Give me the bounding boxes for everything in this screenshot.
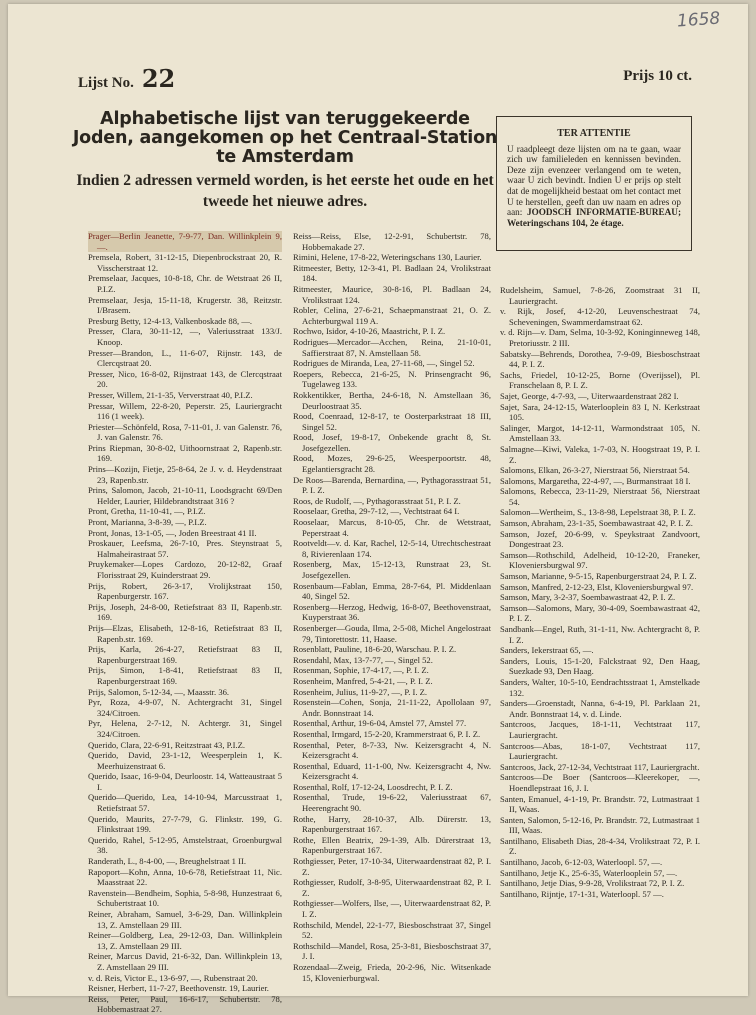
list-entry: Roepers, Rebecca, 21-6-25, N. Prinsengracht 96, Tugelaweg 133. bbox=[293, 368, 491, 390]
list-entry: Rosenthal, Rolf, 17-12-24, Loosdrecht, P. I. Z. bbox=[293, 781, 453, 792]
list-entry: Samson—Salomons, Mary, 30-4-09, Soembawastraat 42, P. I. Z. bbox=[500, 602, 700, 624]
list-entry: Premselaar, Jesja, 15-11-18, Krugerstr. 38, Reitzstr. I/Brasem. bbox=[88, 294, 282, 316]
list-entry: Prijs, Joseph, 24-8-00, Retiefstraat 83 II, Rapenb.str. 169. bbox=[88, 601, 282, 623]
list-entry: Pront, Gretha, 11-10-41, —, P.I.Z. bbox=[88, 506, 206, 517]
list-entry: Pyr, Roza, 4-9-07, N. Achtergracht 31, Singel 324/Citroen. bbox=[88, 697, 282, 718]
list-entry: Rood, Josef, 19-8-17, Onbekende gracht 8, St. Josefgezellen. bbox=[293, 432, 491, 453]
list-entry: Rosenblatt, Pauline, 18-6-20, Warschau. P. I. Z. bbox=[293, 644, 457, 655]
list-entry: Santilhano, Jetje Dias, 9-9-28, Vrolikstraat 72, P. I. Z. bbox=[500, 878, 685, 889]
list-entry: Rothgiesser, Peter, 17-10-34, Uiterwaardenstraat 82, P. I. Z. bbox=[293, 856, 491, 877]
list-entry: Santilhano, Elisabeth Dias, 28-4-34, Vrolikstraat 72, P. I. Z. bbox=[500, 835, 700, 857]
list-entry: Premsela, Robert, 31-12-15, Diepenbrockstraat 20, R. Visscherstraat 12. bbox=[88, 252, 282, 273]
list-entry: Salomon—Wertheim, S., 13-8-98, Lepelstraat 38, P. I. Z. bbox=[500, 507, 696, 518]
list-entry: Querido—Querido, Lea, 14-10-94, Marcusstraat 1, Retiefstraat 57. bbox=[88, 792, 282, 814]
list-entry: Querido, Isaac, 16-9-04, Deurloostr. 14, Watteaustraat 5 I. bbox=[88, 771, 282, 792]
list-entry: Santen, Emanuel, 4-1-19, Pr. Brandstr. 72, Lutmastraat 1 II, Waas. bbox=[500, 793, 700, 815]
list-entry: Rimini, Helene, 17-8-22, Weteringschans 130, Laurier. bbox=[293, 252, 482, 263]
list-number-label bbox=[78, 64, 175, 93]
list-entry: Reiner, Marcus David, 21-6-32, Dan. Willinkplein 13, Z. Amstellaan 29 III. bbox=[88, 951, 282, 972]
name-column-1 bbox=[88, 231, 282, 1015]
list-entry: Rozendaal—Zweig, Frieda, 20-2-96, Nic. Witsenkade 15, Klovenierburgwal. bbox=[293, 961, 491, 983]
list-entry: Presser—Brandon, L., 11-6-07, Rijnstr. 143, de Clercqstraat 20. bbox=[88, 347, 282, 369]
list-entry: Rochwo, Isidor, 4-10-26, Maastricht, P. I. Z. bbox=[293, 326, 446, 337]
list-entry: Rosenberg, Max, 15-12-13, Runstraat 23, St. Josefgezellen. bbox=[293, 559, 491, 580]
attention-organization: JOODSCH INFORMATIE-BUREAU; Weteringschans 104, 2e étage. bbox=[507, 207, 682, 228]
list-entry: Pront, Marianna, 3-8-39, —, P.I.Z. bbox=[88, 517, 207, 528]
list-entry: Rosenheim, Manfred, 5-4-21, —, P. I. Z. bbox=[293, 675, 433, 686]
list-entry: Ritmeester, Maurice, 30-8-16, Pl. Badlaan 24, Vrolikstraat 124. bbox=[293, 283, 491, 305]
list-entry: Santcroos, Jack, 27-12-34, Vechtstraat 117, Lauriergracht. bbox=[500, 761, 700, 772]
list-number: 22 bbox=[141, 64, 176, 93]
list-entry: Rosenthal, Arthur, 19-6-04, Amstel 77, Amstel 77. bbox=[293, 718, 467, 729]
list-entry: Presburg Betty, 12-4-13, Valkenboskade 88, —. bbox=[88, 315, 253, 326]
list-entry: Prijs, Robert, 26-3-17, Vrolijkstraat 150, Rapenburgerstr. 167. bbox=[88, 580, 282, 602]
list-entry: Randerath, L., 8-4-00, —, Breughelstraat 1 II. bbox=[88, 856, 246, 867]
list-entry: Rothe, Ellen Beatrix, 29-1-39, Alb. Dürerstraat 13, Rapenburgerstraat 167. bbox=[293, 834, 491, 856]
list-entry: Sajet, Sara, 24-12-15, Waterlooplein 83 I, N. Kerkstraat 105. bbox=[500, 401, 700, 423]
list-entry: Rosenman, Sophie, 17-4-17, —, P. I. Z. bbox=[293, 665, 429, 676]
list-entry: Priester—Schönfeld, Rosa, 7-11-01, J. van Galenstr. 76, J. van Galenstr. 76. bbox=[88, 421, 282, 443]
handwritten-number: 1658 bbox=[676, 8, 721, 32]
list-entry: Rooselaar, Marcus, 8-10-05, Chr. de Wetstraat, Peperstraat 4. bbox=[293, 517, 491, 538]
list-entry: Rootveldt—v. d. Kar, Rachel, 12-5-14, Utrechtschestraat 8, Rivierenlaan 174. bbox=[293, 538, 491, 559]
list-entry: Rodrigues—Mercador—Acchen, Reina, 21-10-01, Saffierstraat 87, N. Amstellaan 58. bbox=[293, 336, 491, 358]
list-entry: Prijs—Elzas, Elisabeth, 12-8-16, Retiefstraat 83 II, Rapenb.str. 169. bbox=[88, 622, 282, 644]
page-title: Alphabetische lijst van teruggekeerde Joden, aangekomen op het Centraal-Station te Amsterdam bbox=[72, 109, 498, 167]
list-entry: Rosenthal, Peter, 8-7-33, Nw. Keizersgracht 4, N. Keizersgracht 4. bbox=[293, 739, 491, 761]
list-entry: Salomons, Rebecca, 23-11-29, Nierstraat 56, Nierstraat 54. bbox=[500, 486, 700, 507]
list-entry: Pruykemaker—Lopes Cardozo, 20-12-82, Graaf Florisstraat 29, Kuinderstraat 29. bbox=[88, 559, 282, 580]
list-entry: Reisner, Herbert, 11-7-27, Beethovenstr. 19, Laurier. bbox=[88, 983, 269, 994]
list-entry: Proskauer, Leefsma, 26-7-10, Pres. Steynstraat 5, Halmaheirastraat 57. bbox=[88, 538, 282, 559]
list-entry: Salomons, Margaretha, 22-4-97, —, Burmanstraat 18 I. bbox=[500, 475, 691, 486]
list-entry: Ritmeester, Betty, 12-3-41, Pl. Badlaan 24, Vrolikstraat 184. bbox=[293, 262, 491, 284]
list-entry: Santcroos, Jacques, 18-1-11, Vechtstraat 117, Lauriergracht. bbox=[500, 719, 700, 740]
list-entry: Rooselaar, Gretha, 29-7-12, —, Vechtstraat 64 I. bbox=[293, 506, 460, 517]
price-label: Prijs 10 ct. bbox=[623, 68, 692, 84]
list-label: Lijst No. bbox=[78, 75, 134, 91]
attention-box bbox=[496, 116, 692, 251]
attention-text bbox=[507, 144, 681, 229]
list-entry: Rokkentikker, Bertha, 24-6-18, N. Amstellaan 36, Deurloostraat 35. bbox=[293, 389, 491, 411]
list-entry: Samson, Marianne, 9-5-15, Rapenburgerstraat 24, P. I. Z. bbox=[500, 571, 697, 582]
list-entry: Prijs, Karla, 26-4-27, Retiefstraat 83 II, Rapenburgerstraat 169. bbox=[88, 644, 282, 665]
list-entry: Prins—Kozijn, Fietje, 25-8-64, 2e J. v. d. Heydenstraat 23, Rapenb.str. bbox=[88, 464, 282, 485]
document-page bbox=[8, 4, 748, 1015]
list-entry: Rosenbaum—Fablan, Emma, 28-7-64, Pl. Middenlaan 40, Singel 52. bbox=[293, 580, 491, 602]
list-entry: Pront, Jonas, 13-1-05, —, Joden Breestraat 41 II. bbox=[88, 527, 257, 538]
list-entry: v. Rijk, Josef, 4-12-20, Leuvenschestraat 74, Scheveningen, Swammerdamstraat 62. bbox=[500, 306, 700, 327]
list-entry: Prins Riepman, 30-8-02, Uithoornstraat 2, Rapenb.str. 169. bbox=[88, 442, 282, 464]
list-entry: Reiss, Peter, Paul, 16-6-17, Schubertstr. 78, Hobbemastraat 27. bbox=[88, 993, 282, 1015]
list-entry: Samson, Mary, 3-2-37, Soembawastraat 42, P. I. Z. bbox=[500, 592, 676, 603]
list-entry: Rosenthal, Eduard, 11-1-00, Nw. Keizersgracht 4, Nw. Keizersgracht 4. bbox=[293, 760, 491, 782]
list-entry: Santilhano, Jetje K., 25-6-35, Waterlooplein 57, —. bbox=[500, 867, 678, 878]
list-entry: Rothschild, Mendel, 22-1-77, Biesboschstraat 37, Singel 52. bbox=[293, 919, 491, 941]
list-entry: Premselaar, Jacques, 10-8-18, Chr. de Wetstraat 26 II, P.I.Z. bbox=[88, 273, 282, 294]
list-entry: Querido, Maurits, 27-7-79, G. Flinkstr. 199, G. Flinkstraat 199. bbox=[88, 813, 282, 835]
list-entry: Rosenstein—Cohen, Sonja, 21-11-22, Apollolaan 97, Andr. Bonnstraat 14. bbox=[293, 697, 491, 718]
list-entry: Salomons, Elkan, 26-3-27, Nierstraat 56, Nierstraat 54. bbox=[500, 465, 690, 476]
list-entry: Rood, Coenraad, 12-8-17, te Oosterparkstraat 18 III, Singel 52. bbox=[293, 411, 491, 432]
list-entry: Samson—Rothschild, Adelheid, 10-12-20, Franeker, Kloveniersburgwal 97. bbox=[500, 549, 700, 571]
list-entry: Rosenthal, Irmgard, 15-2-20, Krammerstraat 6, P. I. Z. bbox=[293, 728, 481, 739]
page-subtitle: Indien 2 adressen vermeld worden, is het eerste het oude en het tweede het nieuwe adres. bbox=[76, 172, 494, 210]
list-entry: Presser, Nico, 16-8-02, Rijnstraat 143, de Clercqstraat 20. bbox=[88, 368, 282, 390]
list-entry: Prijs, Simon, 1-8-41, Retiefstraat 83 II, Rapenburgerstraat 169. bbox=[88, 665, 282, 686]
list-entry: Rosenthal, Trude, 19-6-22, Valeriusstraat 67, Heerengracht 90. bbox=[293, 792, 491, 814]
list-entry: Sanders—Groenstadt, Nanna, 6-4-19, Pl. Parklaan 21, Andr. Bonnstraat 14, v. d. Linde. bbox=[500, 698, 700, 719]
list-entry: Rothschild—Mandel, Rosa, 25-3-81, Biesboschstraat 37, J. I. bbox=[293, 940, 491, 962]
list-entry: Rothe, Harry, 28-10-37, Alb. Dürerstr. 13, Rapenburgerstraat 167. bbox=[293, 813, 491, 835]
list-entry: Sanders, Louis, 15-1-20, Falckstraat 92, Den Haag, Suezkade 93, Den Haag. bbox=[500, 655, 700, 677]
list-entry: Reiner—Goldberg, Lea, 29-12-03, Dan. Willinkplein 13, Z. Amstellaan 29 III. bbox=[88, 930, 282, 951]
list-entry: De Roos—Barenda, Bernardina, —, Pythagorasstraat 51, P. I. Z. bbox=[293, 474, 491, 496]
list-entry: Samson, Abraham, 23-1-35, Soembawastraat 42, P. I. Z. bbox=[500, 518, 693, 529]
list-entry: Santcroos—De Boer (Santcroos—Kleerekoper, —, Hoendlepstraat 16, J. I. bbox=[500, 772, 700, 793]
list-entry: Samson, Manfred, 2-12-23, Elst, Kloveniersburgwal 97. bbox=[500, 581, 694, 592]
list-entry: Samson, Jozef, 20-6-99, v. Speykstraat Zandvoort, Dongestraat 23. bbox=[500, 528, 700, 550]
list-entry: Ravenstein—Bendheim, Sophia, 5-8-98, Hunzestraat 6, Schubertstraat 10. bbox=[88, 887, 282, 909]
list-entry: Rosenberger—Gouda, Ilma, 2-5-08, Michel Angelostraat 79, Tintorettostr. 11, Haase. bbox=[293, 622, 491, 644]
name-column-3 bbox=[500, 285, 700, 899]
list-entry: Prins, Salomon, Jacob, 21-10-11, Loodsgracht 69/Den Helder, Laurier, Hildebrandtstraat 316 ? bbox=[88, 485, 282, 506]
list-entry: Querido, David, 23-1-12, Weesperplein 1, K. Meerhuizenstraat 6. bbox=[88, 750, 282, 771]
attention-heading: TER ATTENTIE bbox=[557, 128, 631, 139]
list-entry: Sajet, George, 4-7-93, —, Uiterwaardenstraat 282 I. bbox=[500, 390, 679, 401]
list-entry: Rudelsheim, Samuel, 7-8-26, Zoomstraat 31 II, Lauriergracht. bbox=[500, 285, 700, 306]
list-entry: Santen, Salomon, 5-12-16, Pr. Brandstr. 72, Lutmastraat 1 III, Waas. bbox=[500, 814, 700, 836]
list-entry: Prijs, Salomon, 5-12-34, —, Maasstr. 36. bbox=[88, 686, 230, 697]
list-entry: Sandbank—Engel, Ruth, 31-1-11, Nw. Achtergracht 8, P. I. Z. bbox=[500, 624, 700, 645]
list-entry: Santilhano, Jacob, 6-12-03, Waterloopl. 57, —. bbox=[500, 857, 663, 868]
list-entry: Presser, Clara, 30-11-12, —, Valeriusstraat 133/J. Knoop. bbox=[88, 326, 282, 347]
list-entry: Pyr, Helena, 2-7-12, N. Achtergr. 31, Singel 324/Citroen. bbox=[88, 718, 282, 739]
list-entry: Sanders, Iekerstraat 65, —. bbox=[500, 645, 594, 656]
list-entry: v. d. Rijn—v. Dam, Selma, 10-3-92, Koninginneweg 148, Pretoriusstr. 2 III. bbox=[500, 327, 700, 348]
list-entry: Sachs, Friedel, 10-12-25, Borne (Overijssel), Pl. Franschelaan 8, P. I. Z. bbox=[500, 369, 700, 391]
list-entry: Rothgiesser—Wolfers, Ilse, —, Uiterwaardenstraat 82, P. I. Z. bbox=[293, 898, 491, 919]
list-entry: Rood, Mozes, 29-6-25, Weesperpoortstr. 48, Egelantiersgracht 28. bbox=[293, 453, 491, 475]
list-entry: Santcroos—Abas, 18-1-07, Vechtstraat 117, Lauriergracht. bbox=[500, 740, 700, 762]
list-entry: Reiss—Reiss, Else, 12-2-91, Schubertstr. 78, Hobbemakade 27. bbox=[293, 231, 491, 252]
list-entry: Rosendahl, Max, 13-7-77, —, Singel 52. bbox=[293, 654, 433, 665]
list-entry: Sanders, Walter, 10-5-10, Eendrachtsstraat 1, Amstelkade 132. bbox=[500, 676, 700, 698]
list-entry: Salmagne—Kiwi, Valeka, 1-7-03, N. Hoogstraat 19, P. I. Z. bbox=[500, 443, 700, 465]
name-column-2 bbox=[293, 231, 491, 983]
list-entry: Rosenheim, Julius, 11-9-27, —, P. I. Z. bbox=[293, 686, 428, 697]
list-entry: Pressar, Willem, 22-8-20, Peperstr. 25, Lauriergracht 116 (1 week). bbox=[88, 400, 282, 422]
list-entry: Sabatsky—Behrends, Dorothea, 7-9-09, Biesboschstraat 44, P. I. Z. bbox=[500, 348, 700, 370]
list-entry: Querido, Rahel, 5-12-95, Amstelstraat, Groenburgwal 38. bbox=[88, 834, 282, 856]
list-entry: Santilhano, Rijntje, 17-1-31, Waterloopl. 57 —. bbox=[500, 888, 664, 899]
list-entry: Rothgiesser, Rudolf, 3-8-95, Uiterwaardenstraat 82, P. I. Z. bbox=[293, 877, 491, 898]
list-entry: Robler, Celina, 27-6-21, Schaepmanstraat 21, O. Z. Achterburgwal 119 A. bbox=[293, 305, 491, 326]
list-entry: Querido, Clara, 22-6-91, Reitzstraat 43, P.I.Z. bbox=[88, 739, 246, 750]
list-entry: Prager—Berlin Jeanette, 7-9-77, Dan. Willinkplein 9, —. bbox=[88, 231, 282, 252]
list-entry: Salinger, Margot, 14-12-11, Warmondstraat 105, N. Amstellaan 33. bbox=[500, 422, 700, 444]
list-entry: Rodrigues de Miranda, Lea, 27-11-68, —, Singel 52. bbox=[293, 358, 475, 369]
list-entry: Rapoport—Kohn, Anna, 10-6-78, Retiefstraat 11, Nic. Maasstraat 22. bbox=[88, 866, 282, 888]
list-entry: Rosenberg—Herzog, Hedwig, 16-8-07, Beethovenstraat, Kuyperstraat 36. bbox=[293, 601, 491, 623]
list-entry: Roos, de Rudolf, —, Pythagorasstraat 51, P. I. Z. bbox=[293, 495, 461, 506]
list-entry: Presser, Willem, 21-1-35, Ververstraat 40, P.I.Z. bbox=[88, 389, 253, 400]
attention-body: U raadpleegt deze lijsten om na te gaan, waar zich uw familieleden en kennissen bevinden. Deze zijn evenzeer verlangend om te weten, waar U zich bevindt. Indien U er prijs op stelt dat de mogelijkheid bestaat om het contact met U te herstellen, geeft dan uw naam en adres op aan: bbox=[507, 143, 681, 218]
list-entry: Reiner, Abraham, Samuel, 3-6-29, Dan. Willinkplein 13, Z. Amstellaan 29 III. bbox=[88, 909, 282, 930]
list-entry: v. d. Reis, Victor E., 13-6-97, —, Rubenstraat 20. bbox=[88, 972, 258, 983]
